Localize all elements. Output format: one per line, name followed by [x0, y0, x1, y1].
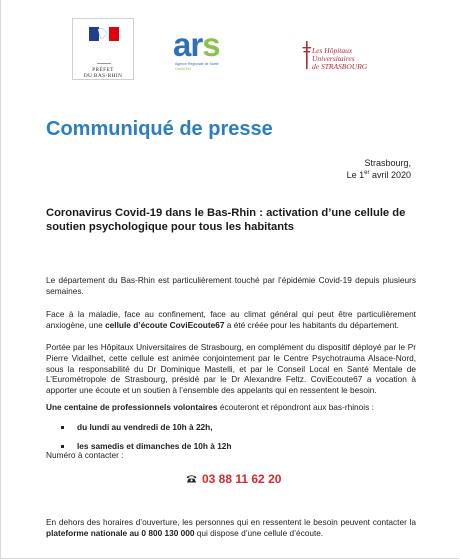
p2-text-bold: cellule d’écoute CoviEcoute67 [105, 319, 225, 330]
hus-cross-icon [302, 41, 312, 71]
p6-text-after: qui dispose d’une cellule d’écoute. [194, 527, 324, 538]
ars-letter-a: a [173, 26, 191, 63]
p2-text-before: Face à la maladie, face au confinement, face au climat général qui peut être particulièrement anxiogène, une [46, 309, 416, 330]
marianne-emblem-icon [89, 25, 119, 47]
hus-line-3: de STRASBOURG [312, 62, 368, 71]
paragraph-national-platform [46, 517, 416, 539]
hus-logo [299, 38, 371, 78]
ars-letter-r: r [190, 26, 203, 63]
schedule-weekdays-text: du lundi au vendredi de 10h à 22h, [77, 422, 213, 432]
press-headline: Coronavirus Covid-19 dans le Bas-Rhin : activation d’une cellule de soutien psychologique pour tous les habitants [46, 207, 406, 233]
hus-name [312, 47, 367, 71]
ars-letter-s: s [202, 26, 220, 63]
p6-text-bold: plateforme nationale au 0 800 130 000 [46, 527, 195, 538]
paragraph-cellule [46, 309, 416, 331]
prefet-department: DU BAS-RHIN [83, 73, 123, 79]
p2-text-after: a été créée pour les habitants du département. [224, 319, 399, 330]
paragraph-volunteers [46, 402, 416, 413]
date-sup: er [364, 170, 370, 176]
date-block [347, 157, 411, 181]
bullet-icon [61, 426, 64, 429]
bullet-icon [61, 445, 64, 448]
prefet-title: PRÉFET [92, 67, 114, 73]
hus-line-2: Universitaires [312, 54, 355, 63]
paragraph-contact-label: Numéro à contacter : [46, 450, 124, 460]
schedule-item-weekdays [61, 422, 232, 433]
prefet-bas-rhin-logo [72, 18, 134, 80]
p4-text-after: écouteront et répondront aux bas-rhinois : [217, 402, 374, 412]
p4-text-bold: Une centaine de professionnels volontaires [46, 402, 218, 412]
prefet-separator [97, 63, 111, 64]
p6-text-before: En dehors des horaires d’ouverture, les personnes qui en ressentent le besoin peuvent contacter la [46, 517, 416, 527]
phone-number-text: 03 88 11 62 20 [202, 472, 282, 486]
paragraph-organisation: Portée par les Hôpitaux Universitaires de Strasbourg, en complément du dispositif déployé par le Pr Pierre Vidailhet, cette cellule est animée conjointement par le Centre Psychotrauma Alsace-Nord, sous la responsabilité du Dr Dominique Mastelli, et par le Conseil Local en Santé Mentale de L’Eurométropole de Strasbourg, présidé par le Dr Alexandre Feltz. CoviEcoute67 a vocation à apporter une écoute et un soutien à l’ensemble des appelants qui en ressentent le besoin. [46, 342, 416, 396]
ars-subtitle: Agence Régionale de Santé [175, 62, 219, 66]
hus-line-1: Les Hôpitaux [312, 46, 353, 55]
date-rest: avril 2020 [369, 170, 411, 180]
ars-region: Grand Est [175, 67, 191, 71]
page-title: Communiqué de presse [46, 118, 273, 140]
date-city: Strasbourg, [364, 158, 411, 168]
date-line [347, 169, 411, 181]
ars-wordmark [173, 26, 220, 63]
telephone-icon [186, 474, 197, 483]
date-prefix: Le 1 [346, 170, 365, 180]
paragraph-intro: Le département du Bas-Rhin est particulièrement touché par l’épidémie Covid-19 depuis plusieurs semaines. [46, 275, 416, 296]
ars-logo [173, 26, 243, 71]
schedule-weekend-text: les samedis et dimanches de 10h à 12h [77, 440, 232, 451]
phone-number [186, 472, 281, 486]
